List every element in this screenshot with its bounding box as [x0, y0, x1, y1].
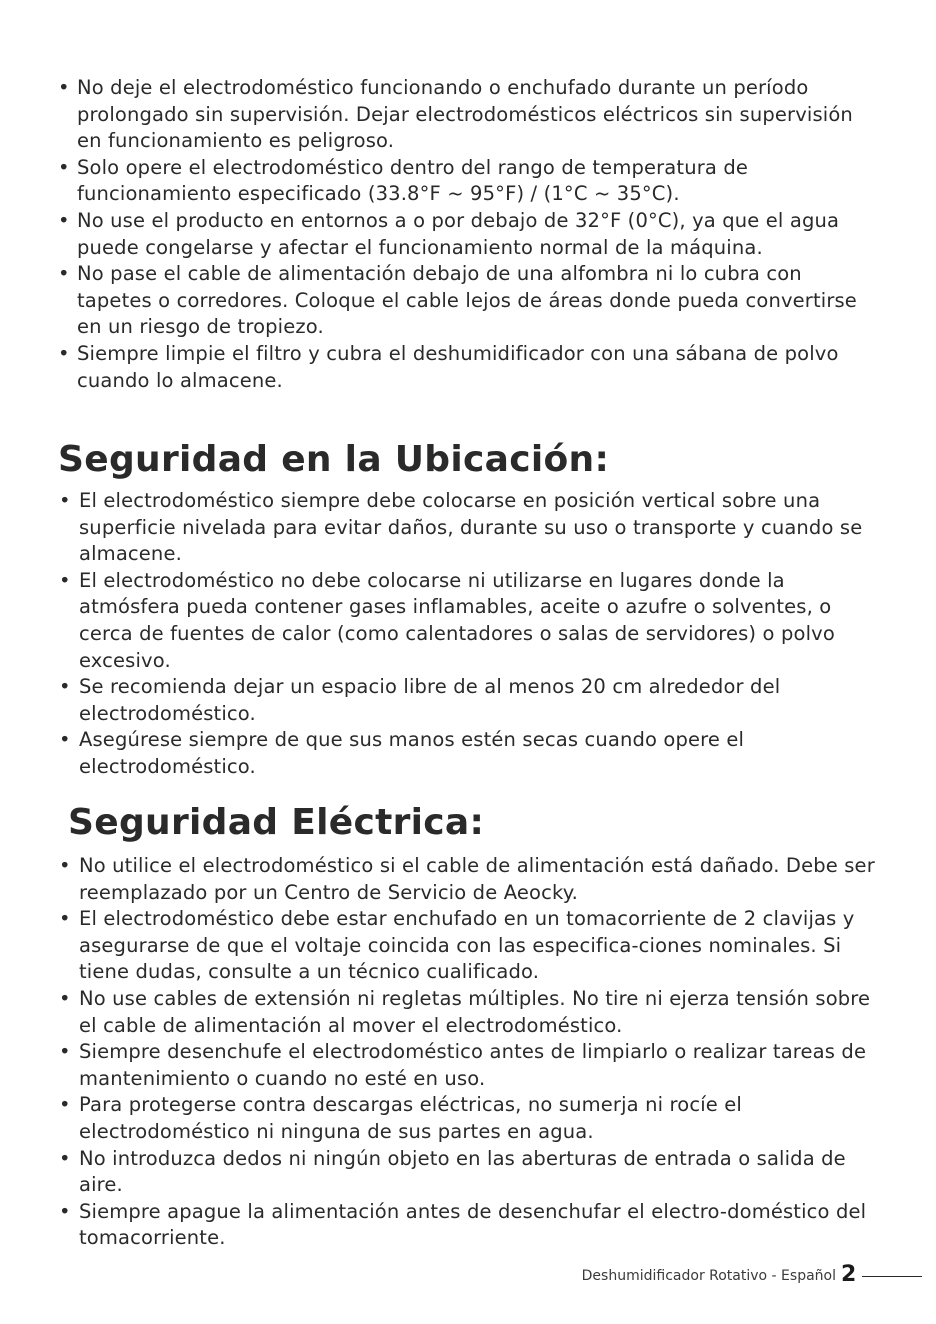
bullet-icon: •: [58, 76, 70, 99]
footer-divider: [862, 1276, 922, 1277]
list-item-text: Para protegerse contra descargas eléctricas, no sumerja ni rocíe el electrodoméstico ni ninguna de sus partes en agua.: [79, 1093, 742, 1143]
bullet-icon: •: [59, 675, 71, 699]
bullet-icon: •: [59, 1199, 71, 1223]
list-item-text: Siempre desenchufe el electrodoméstico antes de limpiarlo o realizar tareas de mantenimiento o cuando no esté en uso.: [79, 1040, 867, 1090]
list-item-text: No introduzca dedos ni ningún objeto en las aberturas de entrada o salida de aire.: [79, 1146, 846, 1197]
footer-label: Deshumidificador Rotativo - Español: [581, 1268, 836, 1284]
ubicacion-section: [0, 488, 936, 781]
list-item: [0, 1039, 936, 1092]
electrica-bullet-list: [0, 853, 936, 1252]
bullet-icon: •: [58, 341, 70, 365]
list-item-text: Se recomienda dejar un espacio libre de al menos 20 cm alrededor del electrodoméstico.: [79, 675, 781, 725]
ubicacion-bullet-list: [0, 488, 936, 781]
electrica-section: [0, 853, 936, 1252]
list-item: [0, 261, 936, 341]
list-item-text: No use el producto en entornos a o por debajo de 32°F (0°C), ya que el agua puede congelarse y afectar el funcionamiento normal de la máquina.: [77, 208, 840, 259]
list-item-text: No utilice el electrodoméstico si el cable de alimentación está dañado. Debe ser reemplazado por un Centro de Servicio de Aeocky.: [79, 854, 875, 904]
list-item: [0, 208, 936, 261]
list-item: [0, 75, 936, 155]
section-heading-electrica: Seguridad Eléctrica:: [68, 802, 485, 843]
bullet-icon: •: [59, 986, 71, 1010]
list-item-text: Solo opere el electrodoméstico dentro del rango de temperatura de funcionamiento especificado (33.8°F ~ 95°F) / (1°C ~ 35°C).: [77, 155, 748, 206]
list-item: [0, 674, 936, 727]
bullet-icon: •: [58, 155, 70, 179]
list-item-text: No pase el cable de alimentación debajo de una alfombra ni lo cubra con tapetes o corredores. Coloque el cable lejos de áreas donde pueda convertirse en un riesgo de tropiezo.: [77, 262, 857, 339]
section-heading-ubicacion: Seguridad en la Ubicación:: [58, 439, 610, 480]
list-item-text: Siempre limpie el filtro y cubra el deshumidificador con una sábana de polvo cuando lo almacene.: [77, 341, 839, 392]
page-footer: [0, 1262, 936, 1290]
bullet-icon: •: [58, 208, 70, 232]
list-item: [0, 568, 936, 674]
list-item: [0, 155, 936, 208]
bullet-icon: •: [59, 728, 71, 752]
list-item: [0, 1146, 936, 1199]
list-item-text: Siempre apague la alimentación antes de desenchufar el electro-doméstico del tomacorriente.: [79, 1199, 867, 1250]
list-item-text: El electrodoméstico siempre debe colocarse en posición vertical sobre una superficie nivelada para evitar daños, durante su uso o transporte y cuando se almacene.: [79, 489, 863, 566]
list-item: [0, 1092, 936, 1145]
bullet-icon: •: [58, 262, 70, 286]
list-item: [0, 986, 936, 1039]
list-item: [0, 727, 936, 780]
bullet-icon: •: [59, 854, 71, 877]
intro-bullet-list: [0, 75, 936, 394]
bullet-icon: •: [59, 1093, 71, 1117]
list-item: [0, 341, 936, 394]
bullet-icon: •: [59, 1146, 71, 1170]
list-item-text: El electrodoméstico no debe colocarse ni utilizarse en lugares donde la atmósfera pueda contener gases inflamables, aceite o azufre o solventes, o cerca de fuentes de calor (como calentadores o salas de servidores) o polvo excesivo.: [79, 568, 835, 672]
intro-section: [0, 75, 936, 394]
list-item-text: El electrodoméstico debe estar enchufado en un tomacorriente de 2 clavijas y asegurarse de que el voltaje coincida con las especifica-ciones nominales. Si tiene dudas, consulte a un técnico cualificado.: [79, 907, 855, 984]
list-item-text: No use cables de extensión ni regletas múltiples. No tire ni ejerza tensión sobre el cable de alimentación al mover el electrodoméstico.: [79, 986, 871, 1037]
list-item-text: Asegúrese siempre de que sus manos estén secas cuando opere el electrodoméstico.: [79, 728, 745, 778]
list-item: [0, 1199, 936, 1252]
bullet-icon: •: [59, 489, 71, 512]
list-item: [0, 853, 936, 906]
bullet-icon: •: [59, 907, 71, 931]
list-item: [0, 488, 936, 568]
page-number: 2: [841, 1262, 857, 1287]
bullet-icon: •: [59, 568, 71, 592]
bullet-icon: •: [59, 1040, 71, 1064]
list-item-text: No deje el electrodoméstico funcionando o enchufado durante un período prolongado sin supervisión. Dejar electrodomésticos eléctricos sin supervisión en funcionamiento es peligroso.: [77, 76, 853, 153]
list-item: [0, 906, 936, 986]
